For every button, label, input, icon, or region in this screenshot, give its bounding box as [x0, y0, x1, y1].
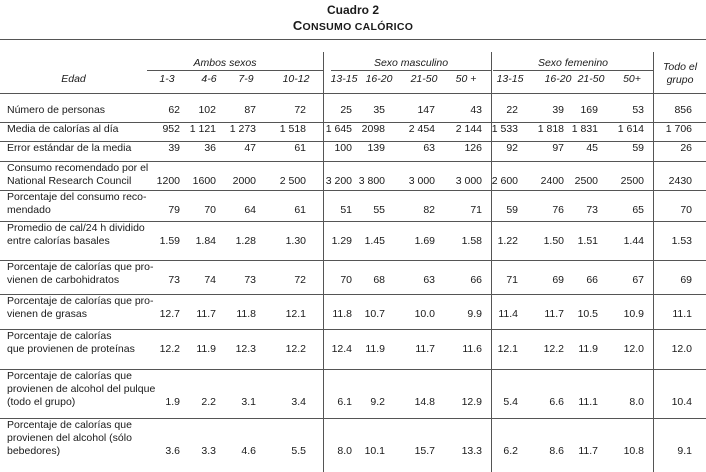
divider-femenino-todo	[653, 52, 654, 472]
table-cell: 1 706	[665, 123, 692, 135]
table-cell: 1.69	[414, 235, 435, 247]
table-cell: 12.1	[497, 343, 518, 355]
table-cell: 2000	[232, 175, 256, 187]
table-cell: 11.4	[498, 308, 518, 320]
table-cell: 9.9	[467, 308, 482, 320]
table-cell: 10.7	[364, 308, 385, 320]
table-cell: 11.9	[365, 343, 385, 355]
table-cell: 2098	[361, 123, 385, 135]
row-label: vienen de carbohidratos	[7, 274, 120, 286]
row-label: Porcentaje de calorías que pro-	[7, 295, 154, 307]
table-cell: 11.7	[544, 308, 564, 320]
todo-header-line1: Todo el	[662, 61, 698, 73]
table-cell: 63	[423, 274, 435, 286]
table-cell: 2 500	[279, 175, 306, 187]
table-cell: 12.2	[285, 343, 306, 355]
table-number: Cuadro 2	[326, 3, 379, 17]
table-cell: 6.1	[337, 396, 352, 408]
table-cell: 1.29	[331, 235, 352, 247]
table-cell: 45	[586, 142, 598, 154]
row-label: Media de calorías al día	[7, 123, 119, 135]
table-cell: 126	[464, 142, 482, 154]
table-cell: 68	[373, 274, 385, 286]
table-cell: 9.2	[370, 396, 385, 408]
table-cell: 79	[168, 204, 180, 216]
row-label: provienen del alcohol (sólo	[7, 432, 132, 444]
table-title	[0, 18, 706, 35]
table-cell: 51	[340, 204, 352, 216]
group-rule-masculino	[331, 70, 491, 71]
row-label: provienen de alcohol del pulque	[7, 383, 156, 395]
table-cell: 1 614	[617, 123, 644, 135]
table-cell: 12.1	[285, 308, 306, 320]
table-cell: 11.7	[196, 308, 216, 320]
todo-header-line2: grupo	[666, 74, 694, 86]
row-label: Porcentaje de calorías que	[7, 419, 132, 431]
row-label: (todo el grupo)	[7, 396, 76, 408]
age-header: 16-20	[544, 73, 572, 85]
table-cell: 69	[680, 274, 692, 286]
table-cell: 11.7	[415, 343, 435, 355]
table-cell: 63	[423, 142, 435, 154]
table-cell: 952	[162, 123, 180, 135]
table-title-rest: ONSUMO CALÓRICO	[302, 21, 414, 33]
table-cell: 2400	[540, 175, 564, 187]
table-cell: 11.9	[578, 343, 598, 355]
row-label: mendado	[7, 204, 51, 216]
age-header: 13-15	[330, 73, 358, 85]
table-cell: 72	[294, 274, 306, 286]
table-cell: 1.58	[461, 235, 482, 247]
table-cell: 3 000	[455, 175, 482, 187]
table-cell: 66	[470, 274, 482, 286]
table-cell: 26	[680, 142, 692, 154]
table-cell: 1.45	[364, 235, 385, 247]
table-cell: 8.0	[629, 396, 644, 408]
top-rule	[0, 39, 706, 40]
table-cell: 11.1	[578, 396, 598, 408]
table-cell: 1.59	[159, 235, 180, 247]
table-cell: 39	[168, 142, 180, 154]
table-cell: 61	[294, 142, 306, 154]
age-header: 16-20	[365, 73, 393, 85]
header-rule	[0, 93, 706, 94]
table-cell: 62	[168, 104, 180, 116]
table-cell: 12.9	[461, 396, 482, 408]
table-cell: 3 200	[325, 175, 352, 187]
table-cell: 102	[198, 104, 216, 116]
table-cell: 100	[334, 142, 352, 154]
age-header: 50+	[623, 73, 641, 85]
table-cell: 2.2	[201, 396, 216, 408]
table-cell: 76	[552, 204, 564, 216]
table-cell: 1.53	[671, 235, 692, 247]
table-cell: 5.5	[291, 445, 306, 457]
table-cell: 1.30	[285, 235, 306, 247]
age-header: 13-15	[496, 73, 524, 85]
table-cell: 3.1	[241, 396, 256, 408]
table-cell: 1200	[156, 175, 180, 187]
table-cell: 10.9	[623, 308, 644, 320]
row-label: Porcentaje de calorías que	[7, 370, 132, 382]
table-cell: 6.6	[549, 396, 564, 408]
table-cell: 1.22	[497, 235, 518, 247]
table-cell: 169	[580, 104, 598, 116]
row-label: entre calorías basales	[7, 235, 110, 247]
table-cell: 1 645	[325, 123, 352, 135]
table-cell: 53	[632, 104, 644, 116]
table-cell: 11.8	[332, 308, 352, 320]
table-cell: 59	[632, 142, 644, 154]
table-cell: 97	[552, 142, 564, 154]
age-header: 4-6	[201, 73, 217, 85]
table-cell: 55	[373, 204, 385, 216]
row-label: Porcentaje de calorías que pro-	[7, 261, 154, 273]
table-cell: 1.28	[235, 235, 256, 247]
table-cell: 39	[552, 104, 564, 116]
table-cell: 3 000	[408, 175, 435, 187]
table-cell: 70	[204, 204, 216, 216]
table-cell: 10.4	[671, 396, 692, 408]
group-sexo-masculino: Sexo masculino	[373, 57, 449, 69]
table-cell: 10.8	[623, 445, 644, 457]
table-cell: 11.9	[196, 343, 216, 355]
table-cell: 73	[586, 204, 598, 216]
table-cell: 92	[506, 142, 518, 154]
table-cell: 2500	[620, 175, 644, 187]
table-cell: 82	[423, 204, 435, 216]
table-cell: 11.6	[462, 343, 482, 355]
age-header: 50 +	[455, 73, 477, 85]
row-label: National Research Council	[7, 175, 132, 187]
table-cell: 15.7	[414, 445, 435, 457]
row-label: vienen de grasas	[7, 308, 87, 320]
table-cell: 12.2	[543, 343, 564, 355]
age-header: 7-9	[238, 73, 254, 85]
table-cell: 2500	[574, 175, 598, 187]
table-cell: 65	[632, 204, 644, 216]
table-cell: 3.4	[291, 396, 306, 408]
table-cell: 1 518	[279, 123, 306, 135]
table-cell: 12.2	[159, 343, 180, 355]
table-cell: 66	[586, 274, 598, 286]
table-cell: 71	[506, 274, 518, 286]
age-header: 10-12	[282, 73, 310, 85]
table-cell: 1 273	[229, 123, 256, 135]
table-cell: 3 800	[358, 175, 385, 187]
table-cell: 47	[244, 142, 256, 154]
age-header: 1-3	[159, 73, 175, 85]
table-cell: 36	[204, 142, 216, 154]
row-label: que provienen de proteínas	[7, 343, 135, 355]
table-cell: 69	[552, 274, 564, 286]
table-cell: 43	[470, 104, 482, 116]
table-cell: 67	[632, 274, 644, 286]
table-cell: 73	[168, 274, 180, 286]
table-cell: 11.1	[672, 308, 692, 320]
table-cell: 1 818	[537, 123, 564, 135]
table-cell: 1 121	[189, 123, 216, 135]
row-label: Consumo recomendado por el	[7, 162, 149, 174]
table-cell: 12.0	[623, 343, 644, 355]
table-cell: 9.1	[677, 445, 692, 457]
table-cell: 6.2	[503, 445, 518, 457]
table-cell: 11.7	[578, 445, 598, 457]
table-cell: 74	[204, 274, 216, 286]
table-cell: 25	[340, 104, 352, 116]
table-cell: 2 600	[491, 175, 518, 187]
table-cell: 73	[244, 274, 256, 286]
table-cell: 1.84	[195, 235, 216, 247]
table-cell: 12.4	[331, 343, 352, 355]
table-cell: 8.6	[549, 445, 564, 457]
table-cell: 72	[294, 104, 306, 116]
table-cell: 147	[417, 104, 435, 116]
table-cell: 2 454	[408, 123, 435, 135]
table-cell: 22	[506, 104, 518, 116]
table-cell: 10.1	[364, 445, 385, 457]
table-cell: 1.51	[577, 235, 598, 247]
table-cell: 3.6	[165, 445, 180, 457]
table-cell: 2 144	[455, 123, 482, 135]
table-cell: 3.3	[201, 445, 216, 457]
table-cell: 12.3	[235, 343, 256, 355]
table-cell: 5.4	[503, 396, 518, 408]
row-label: Número de personas	[7, 104, 106, 116]
group-sexo-femenino: Sexo femenino	[537, 57, 609, 69]
table-cell: 71	[470, 204, 482, 216]
group-rule-femenino	[493, 70, 653, 71]
table-cell: 10.0	[414, 308, 435, 320]
table-cell: 35	[373, 104, 385, 116]
table-cell: 1600	[192, 175, 216, 187]
age-header: 21-50	[410, 73, 438, 85]
row-label: Porcentaje del consumo reco-	[7, 191, 147, 203]
table-cell: 61	[294, 204, 306, 216]
row-label: Error estándar de la media	[7, 142, 132, 154]
table-cell: 1 831	[571, 123, 598, 135]
row-label: Porcentaje de calorías	[7, 330, 112, 342]
table-cell: 4.6	[241, 445, 256, 457]
table-cell: 12.0	[671, 343, 692, 355]
table-cell: 14.8	[414, 396, 435, 408]
table-cell: 13.3	[461, 445, 482, 457]
table-cell: 2430	[668, 175, 692, 187]
age-header: 21-50	[577, 73, 605, 85]
table-cell: 856	[674, 104, 692, 116]
edad-header: Edad	[61, 73, 86, 85]
table-cell: 70	[340, 274, 352, 286]
table-cell: 1 533	[491, 123, 518, 135]
row-label: bebedores)	[7, 445, 61, 457]
table-cell: 8.0	[337, 445, 352, 457]
table-cell: 87	[244, 104, 256, 116]
row-label: Promedio de cal/24 h dividido	[7, 222, 145, 234]
table-cell: 70	[680, 204, 692, 216]
table-cell: 59	[506, 204, 518, 216]
table-title-initial: C	[292, 18, 303, 33]
table-cell: 11.8	[236, 308, 256, 320]
table-cell: 1.44	[623, 235, 644, 247]
table-cell: 1.9	[165, 396, 180, 408]
table-cell: 1.50	[543, 235, 564, 247]
table-cell: 139	[367, 142, 385, 154]
group-rule-ambos	[147, 70, 323, 71]
table-cell: 12.7	[159, 308, 180, 320]
group-ambos-sexos: Ambos sexos	[193, 57, 257, 69]
table-cell: 10.5	[577, 308, 598, 320]
table-cell: 64	[244, 204, 256, 216]
